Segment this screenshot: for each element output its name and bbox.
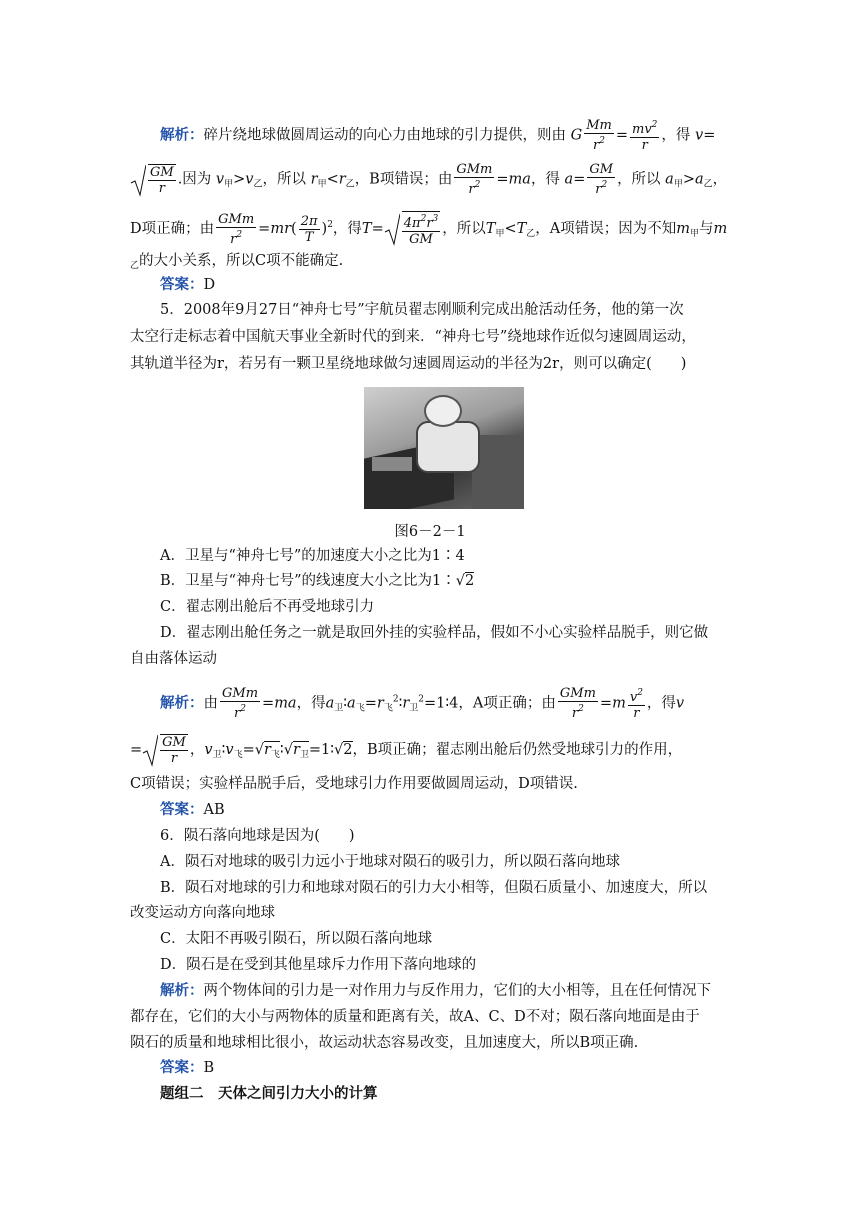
- question-text: 6．陨石落向地球是因为( ): [160, 828, 355, 844]
- option-a: A．卫星与“神舟七号”的加速度大小之比为1∶4: [160, 548, 465, 564]
- answer-label: 答案：: [160, 276, 204, 293]
- solution-label: 解析：: [160, 126, 204, 144]
- option-c: C．太阳不再吸引陨石，所以陨石落向地球: [160, 931, 433, 947]
- option-b: B．卫星与“神舟七号”的线速度大小之比为1∶√2: [160, 573, 475, 589]
- solution-line: 解析：碎片绕地球做圆周运动的向心力由地球的引力提供，则由 G $\frac{Mm}{r^2}$ = $\frac{mv^2}{r}$ ，得 v=: [160, 118, 716, 153]
- solution-line: 解析：两个物体间的引力是一对作用力与反作用力，它们的大小相等，且在任何情况下: [160, 982, 711, 999]
- answer-line: 答案：AB: [160, 801, 225, 818]
- option-c: C．翟志刚出舱后不再受地球引力: [160, 599, 375, 615]
- solution-line: = $\frac{GM}{r}$ ，$v_卫∶v_飞=√r_飞∶√r_卫=1∶√2$，B项正确；翟志刚出舱后仍然受地球引力的作用，: [130, 735, 683, 766]
- solution-line: $\frac{GM}{r}$ .因为 $v_甲>v_乙$，所以 $r_甲<r_乙$，B项错误；由 $\frac{\text{GMm}}{r^2}$ =ma，得 a= $\frac{GM}{r^2}$ ，所以 $a_甲>a_乙$，: [130, 162, 730, 197]
- solution-line: D项正确；由 $\frac{\text{GMm}}{r^2}$ =mr( $\frac{2\pi}{T}$ )$^2$，得T= $\frac{4\pi^2r^3}{GM}$ ，所以$T_甲<T_乙$，A项错误；因为不知$m_甲$与m: [130, 211, 728, 247]
- figure-caption: 图6－2－1: [394, 524, 466, 540]
- option-a: A．陨石对地球的吸引力远小于地球对陨石的吸引力，所以陨石落向地球: [160, 854, 620, 870]
- question-text: 5．2008年9月27日“神舟七号”宇航员翟志刚顺利完成出舱活动任务，他的第一次: [160, 302, 684, 318]
- solution-line: 陨石的质量和地球相比很小，故运动状态容易改变，且加速度大，所以B项正确.: [130, 1035, 639, 1051]
- question-text: 其轨道半径为r，若另有一颗卫星绕地球做匀速圆周运动的半径为2r，则可以确定( ): [130, 356, 687, 372]
- section-heading: 题组二 天体之间引力大小的计算: [160, 1085, 378, 1102]
- question-text: 太空行走标志着中国航天事业全新时代的到来．“神舟七号”绕地球作近似匀速圆周运动，: [130, 329, 696, 345]
- option-d-cont: 自由落体运动: [130, 651, 217, 667]
- option-b-cont: 改变运动方向落向地球: [130, 905, 275, 921]
- solution-line: C项错误；实验样品脱手后，受地球引力作用要做圆周运动，D项错误.: [130, 776, 578, 792]
- solution-line: $_乙$的大小关系，所以C项不能确定.: [130, 253, 344, 271]
- option-b: B．陨石对地球的引力和地球对陨石的引力大小相等，但陨石质量小、加速度大，所以: [160, 880, 708, 896]
- solution-line: 解析：由 $\frac{\text{GMm}}{r^2}$ =ma，得$a_卫∶a_飞=r_飞^2∶r_卫^2=1∶4$，A项正确；由 $\frac{\text{GMm}}{r^2}$ =m $\frac{v^2}{r}$ ，得v: [160, 686, 685, 721]
- answer-line: 答案：D: [160, 276, 216, 293]
- option-d: D．翟志刚出舱任务之一就是取回外挂的实验样品，假如不小心实验样品脱手，则它做: [160, 625, 709, 641]
- option-d: D．陨石是在受到其他星球斥力作用下落向地球的: [160, 957, 477, 973]
- astronaut-photo: [364, 387, 524, 509]
- solution-line: 都存在，它们的大小与两物体的质量和距离有关，故A、C、D不对；陨石落向地面是由于: [130, 1009, 700, 1025]
- answer-line: 答案：B: [160, 1059, 215, 1076]
